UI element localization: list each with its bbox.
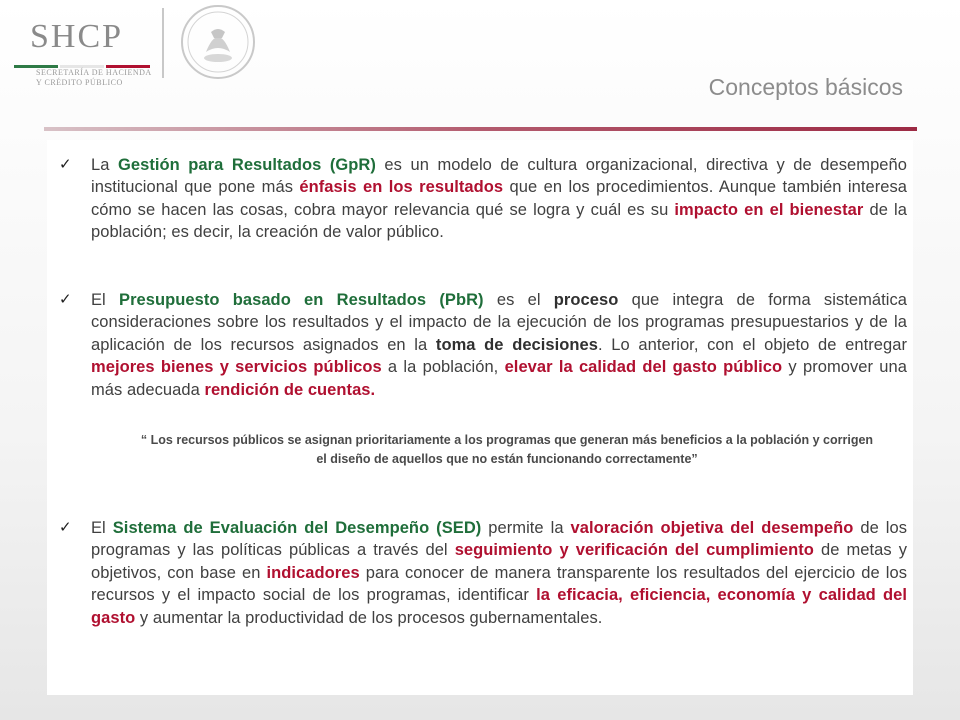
highlight-text: la eficacia, eficiencia, economía y calidad del gasto [91,586,907,627]
logo-text: SHCP [30,18,124,55]
text-segment: para conocer de manera transparente los resultados del ejercicio de los recursos y el impacto social de los programas, identificar [91,563,907,605]
quote-text: “ Los recursos públicos se asignan prioritariamente a los programas que generan más beneficios a la población y corrigen el diseño de aquellos que no están funcionando correctamente” [140,433,874,467]
item-paragraph [91,154,907,244]
coat-of-arms-seal-icon [178,2,258,82]
header-divider [162,8,164,78]
text-segment: es un modelo de cultura organizacional, directiva y de desempeño institucional que pone más [91,156,907,197]
text-segment: y aumentar la productividad de los procesos gubernamentales. [135,608,603,627]
text-segment: de metas y objetivos, con base en [91,541,907,582]
text-segment: El [91,519,113,537]
list-item-sed [59,517,907,629]
text-segment: que integra de forma sistemática consideraciones sobre los resultados y el impacto de la ejecución de los programas presupuestarios y de la aplicación de los recursos asignados en la [91,291,907,354]
highlight-text: Presupuesto basado en Resultados (PbR) [119,291,484,309]
text-segment: que en los procedimientos. Aunque también interesa cómo se hacen las cosas, cobra mayor relevancia qué se logra y cuál es su [91,178,908,219]
highlight-text: rendición de cuentas. [204,380,376,399]
logo-subtitle-2: Y CRÉDITO PÚBLICO [36,78,123,87]
flag-stripe [14,55,154,59]
content-panel [47,140,913,695]
text-segment: es el [483,291,554,309]
title-underline [44,127,917,131]
text-segment: permite la [481,519,571,537]
highlight-text: Sistema de Evaluación del Desempeño (SED) [112,519,482,537]
text-segment: a la población, [381,358,505,377]
highlight-text: valoración objetiva del desempeño [570,519,854,537]
item-paragraph [91,517,907,629]
logo-subtitle-1: SECRETARÍA DE HACIENDA [36,68,152,77]
shcp-logo [8,10,158,90]
checkmark-icon: ✓ [59,519,72,536]
page-title: Conceptos básicos [708,74,903,100]
checkmark-icon: ✓ [59,291,72,308]
highlight-text: impacto en el bienestar [674,200,864,219]
highlight-text: seguimiento y verificación del cumplimiento [454,541,814,560]
highlight-text: elevar la calidad del gasto público [504,358,783,377]
list-item-gpr [59,154,907,244]
text-segment: . Lo anterior, con el objeto de entregar [597,335,907,354]
list-item-pbr [59,289,907,401]
highlight-text: énfasis en los resultados [299,178,504,197]
item-paragraph [91,289,907,401]
highlight-text: Gestión para Resultados (GpR) [117,156,376,174]
highlight-text: mejores bienes y servicios públicos [91,358,382,377]
text-segment: de los programas y las políticas públicas a través del [91,519,908,560]
highlight-text: toma de decisiones [435,335,598,354]
text-segment: de la población; es decir, la creación de valor público. [91,200,907,242]
highlight-text: proceso [553,291,619,309]
text-segment: La [91,156,118,174]
header [0,0,960,130]
text-segment: El [91,291,120,309]
checkmark-icon: ✓ [59,156,72,173]
text-segment: y promover una más adecuada [91,358,907,399]
highlight-text: indicadores [266,563,360,582]
